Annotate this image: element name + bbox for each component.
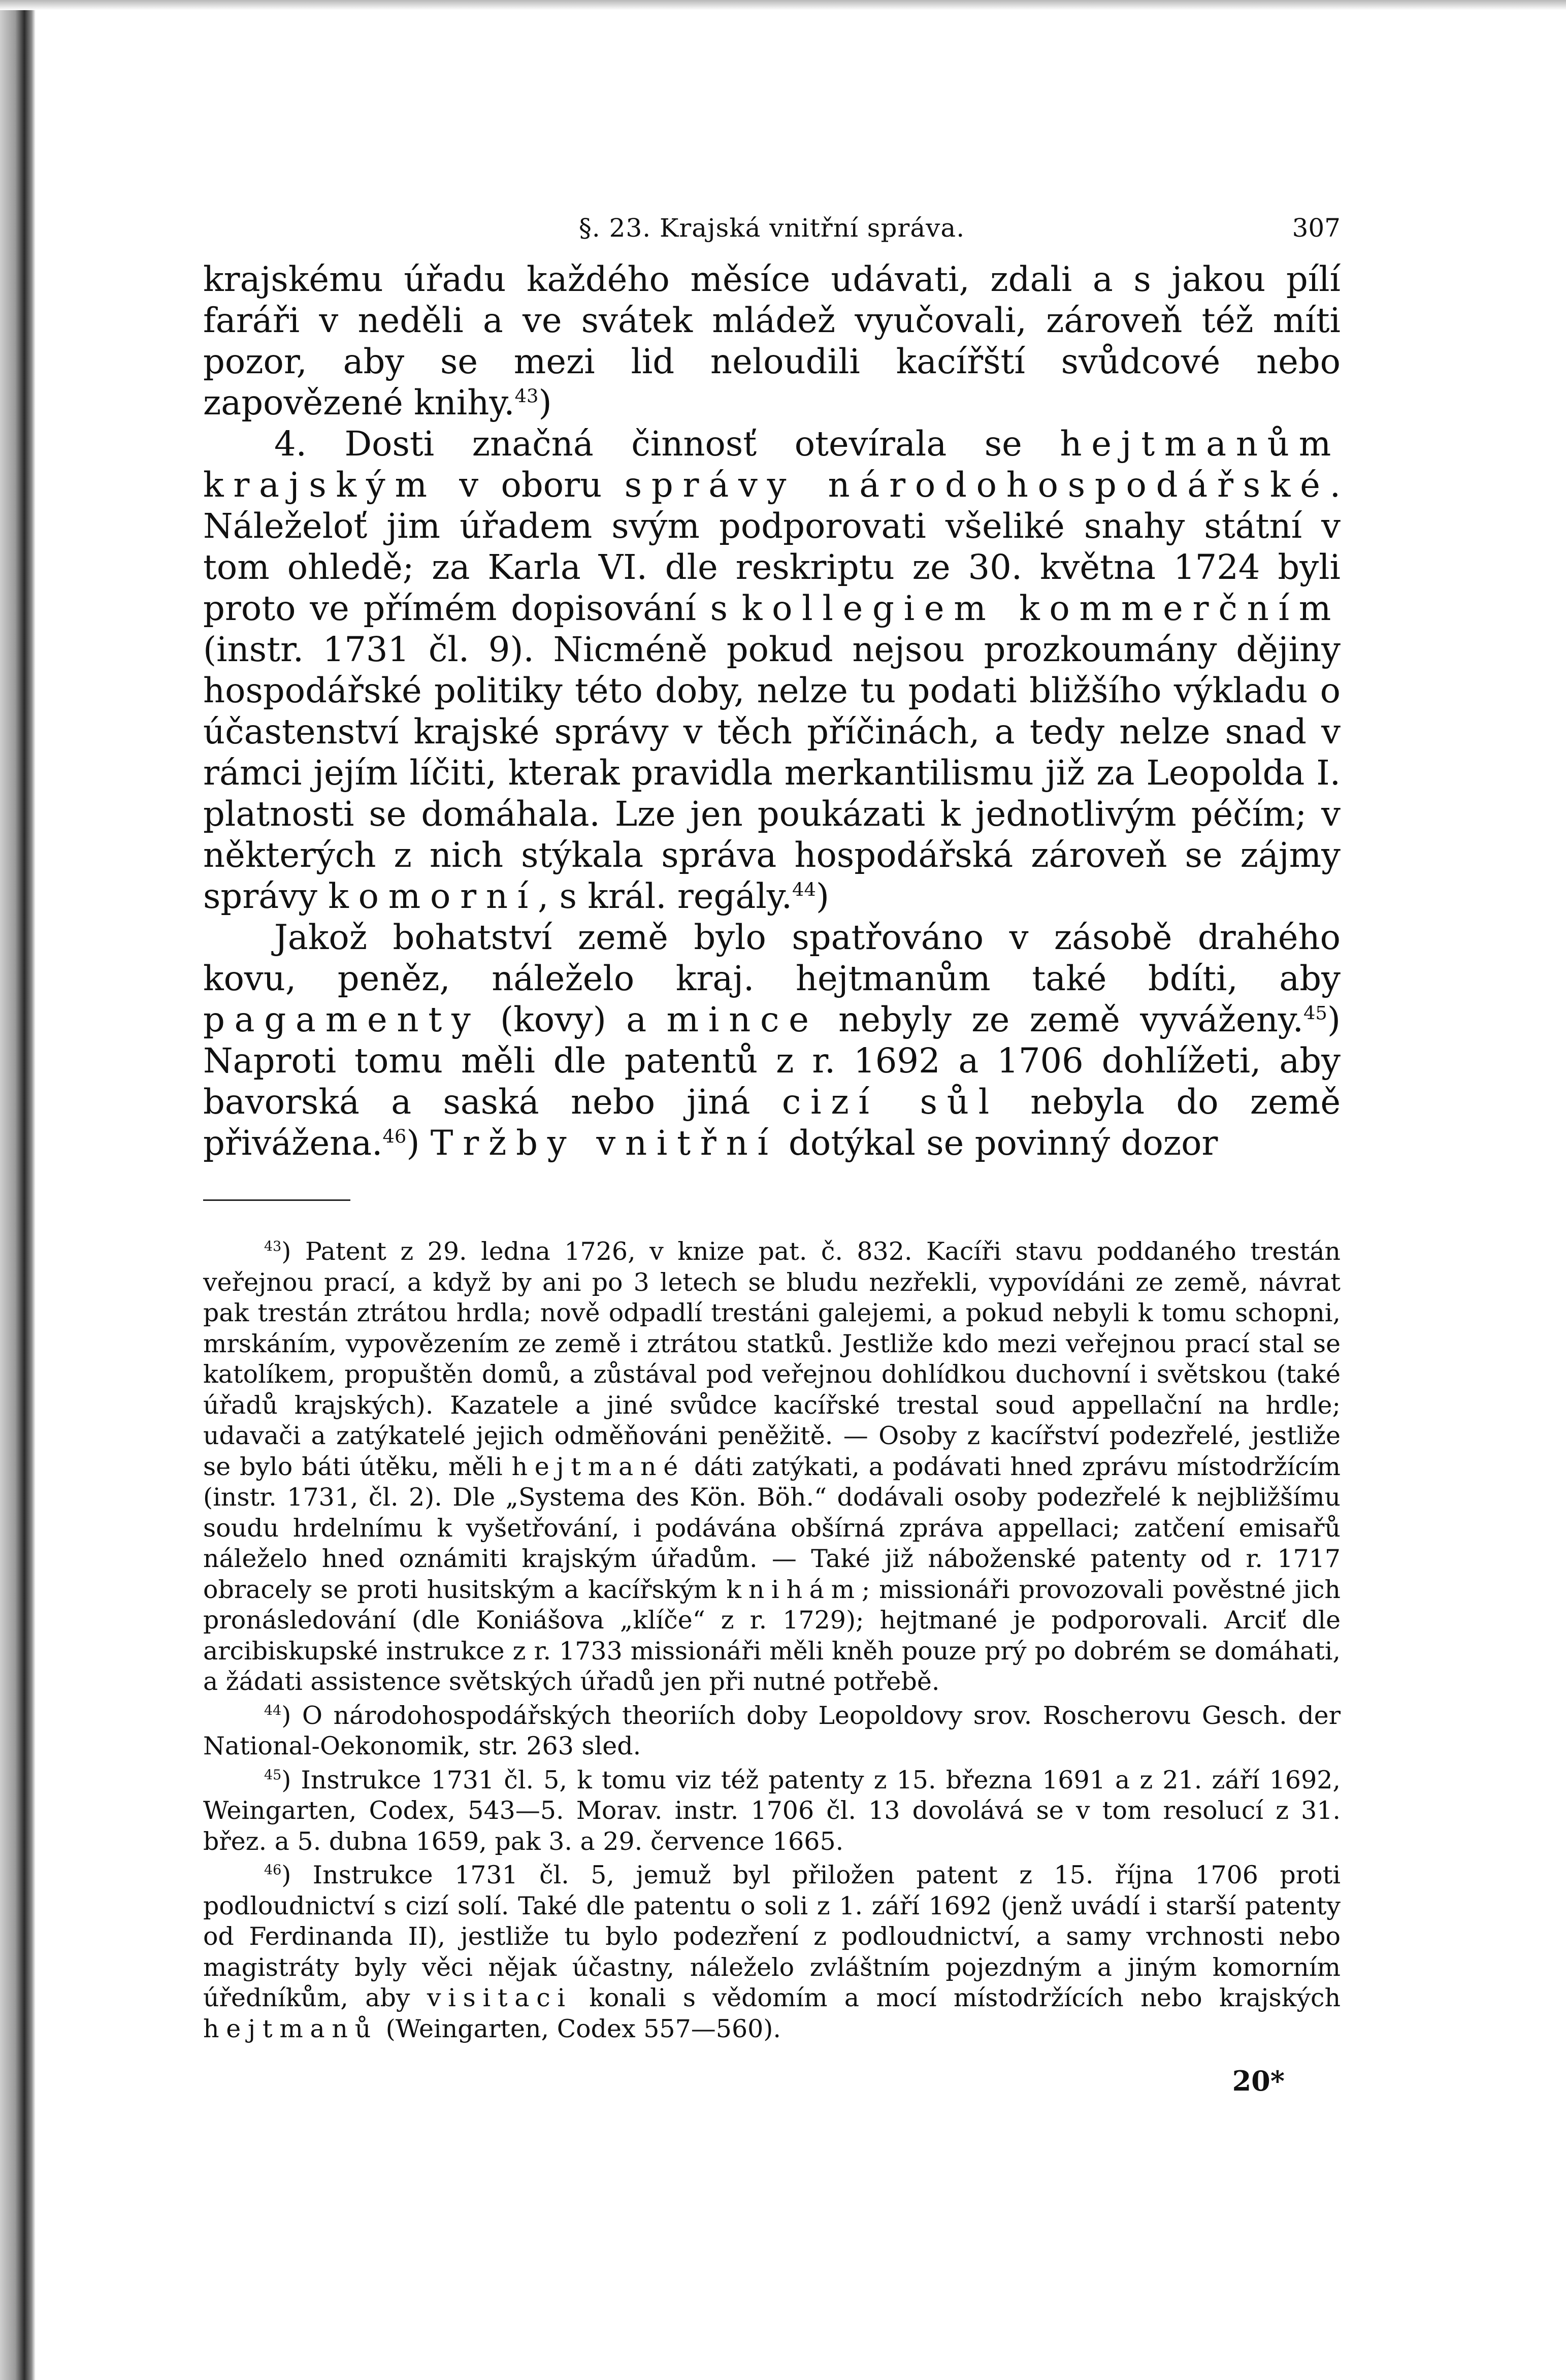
emphasis-spaced: Tržby vnitřní [430,1123,778,1163]
emphasis-spaced: komorní [328,876,538,916]
emphasis-spaced: hejtmanům krajským [203,424,1341,505]
page-top-edge [0,0,1566,10]
footnote-ref: 45 [1303,1002,1327,1024]
footnotes [203,1236,1341,2044]
footnote-46: $^{46}$) Instrukce 1731 čl. 5, jemuž byl přiložen patent z 15. října 1706 proti podloudnictví s cizí solí. Také dle patentu o soli z 1. září 1692 (jenž uvádí i starší patenty od Ferdinanda II), jestliže tu bylo podezření z podloudnictví, a samy vrchnosti nebo magistráty byly věci nějak účastny, náleželo zvláštním pojezdným a jiným komorním úředníkům, aby visitaci konali s vědomím a mocí místodržících nebo krajských hejtmanů (Weingarten, Codex 557—560). [203,1861,1341,2043]
emphasis-spaced: správy národohospodářské [624,465,1330,505]
paragraph-1: krajskému úřadu každého měsíce udávati, zdali a s jakou pílí faráři v neděli a ve svátek mládež vyučovali, zároveň též míti pozor, aby se mezi lid neloudili kacířští svůdcové nebo zapovězené knihy.$^{43}$) [203,259,1341,422]
emphasis-spaced: kollegiem kommerčním [741,589,1341,628]
emphasis-spaced: mince [666,1000,819,1039]
emphasis-spaced: cizí sůl [781,1082,999,1122]
signature-mark: 20* [1232,2065,1285,2097]
book-page [203,213,1341,2097]
footnote-43: $^{43}$) Patent z 29. ledna 1726, v knize pat. č. 832. Kacíři stavu poddaného trestán veřejnou prací, a když by ani po 3 letech se bludu nezřekli, vypovídáni ze země, návrat pak trestán ztrátou hrdla; nově odpadlí trestáni galejemi, a pokud nebyli k tomu schopni, mrskáním, vypovězením ze země i ztrátou statků. Jestliže kdo mezi veřejnou prací stal se katolíkem, propuštěn domů, a zůstával pod veřejnou dohlídkou duchovní i světskou (také úřadů krajských). Kazatele a jiné svůdce kacířské trestal soud appellační na hrdle; udavači a zatýkatelé jejich odměňováni peněžitě. — Osoby z kacířství podezřelé, jestliže se bylo báti útěku, měli hejtmané dáti zatýkati, a podávati hned zprávu místodržícím (instr. 1731, čl. 2). Dle „Systema des Kön. Böh.“ dodávali osoby podezřelé k nejbližšímu soudu hrdelnímu k vyšetřování, i podávána obšírná zpráva appellaci; zatčení emisařů náleželo hned oznámiti krajským úřadům. — Také již náboženské patenty od r. 1717 obracely se proti husitským a kacířským knihám; missionáři provozovali pověstné jich pronásledování (dle Koniášova „klíče“ z r. 1729); hejtmané je podporovali. Arciť dle arcibiskupské instrukce z r. 1733 missionáři měli kněh pouze prý po dobrém se domáhati, a žádati assistence světských úřadů jen při nutné potřebě. [203,1237,1341,1696]
paragraph-2: 4. Dosti značná činnosť otevírala se hejtmanům krajským v oboru správy národohospodářské. Náleželoť jim úřadem svým podporovati všeliké snahy státní v tom ohledě; za Karla VI. dle reskriptu ze 30. května 1724 byli proto ve přímém dopisování s kollegiem kommerčním (instr. 1731 čl. 9). Nicméně pokud nejsou prozkoumány dějiny hospodářské politiky této doby, nelze tu podati bližšího výkladu o účastenství krajské správy v těch příčinách, a tedy nelze snad v rámci jejím líčiti, kterak pravidla merkantilismu již za Leopolda I. platnosti se domáhala. Lze jen poukázati k jednotlivým péčím; v některých z nich stýkala správa hospodářská zároveň se zájmy správy komorní, s král. regály.$^{44}$) [203,424,1341,916]
emphasis-spaced: pagamenty [203,1000,480,1039]
running-head [203,213,1341,254]
paragraph-3: Jakož bohatství země bylo spatřováno v zásobě drahého kovu, peněz, náleželo kraj. hejtmanům také bdíti, aby pagamenty (kovy) a mince nebyly ze země vyváženy.$^{45}$) Naproti tomu měli dle patentů z r. 1692 a 1706 dohlížeti, aby bavorská a saská nebo jiná cizí sůl nebyla do země přivážena.$^{46}$) Tržby vnitřní dotýkal se povinný dozor [203,918,1341,1163]
running-title: §. 23. Krajská vnitřní správa. [578,213,965,243]
footnote-44: $^{44}$) O národohospodářských theoriích doby Leopoldovy srov. Roscherovu Gesch. der National-Oekonomik, str. 263 sled. [203,1701,1341,1760]
footnote-ref: 43 [514,385,539,407]
footnote-ref: 46 [382,1125,407,1148]
footnote-45: $^{45}$) Instrukce 1731 čl. 5, k tomu viz též patenty z 15. března 1691 a z 21. září 1692, Weingarten, Codex, 543—5. Morav. instr. 1706 čl. 13 dovolává se v tom resolucí z 31. břez. a 5. dubna 1659, pak 3. a 29. července 1665. [203,1765,1341,1856]
page-number: 307 [1292,213,1341,243]
main-text [203,259,1341,1164]
footnote-divider [203,1199,350,1201]
page-binding-edge [0,0,36,2380]
footnote-ref: 44 [792,878,816,901]
